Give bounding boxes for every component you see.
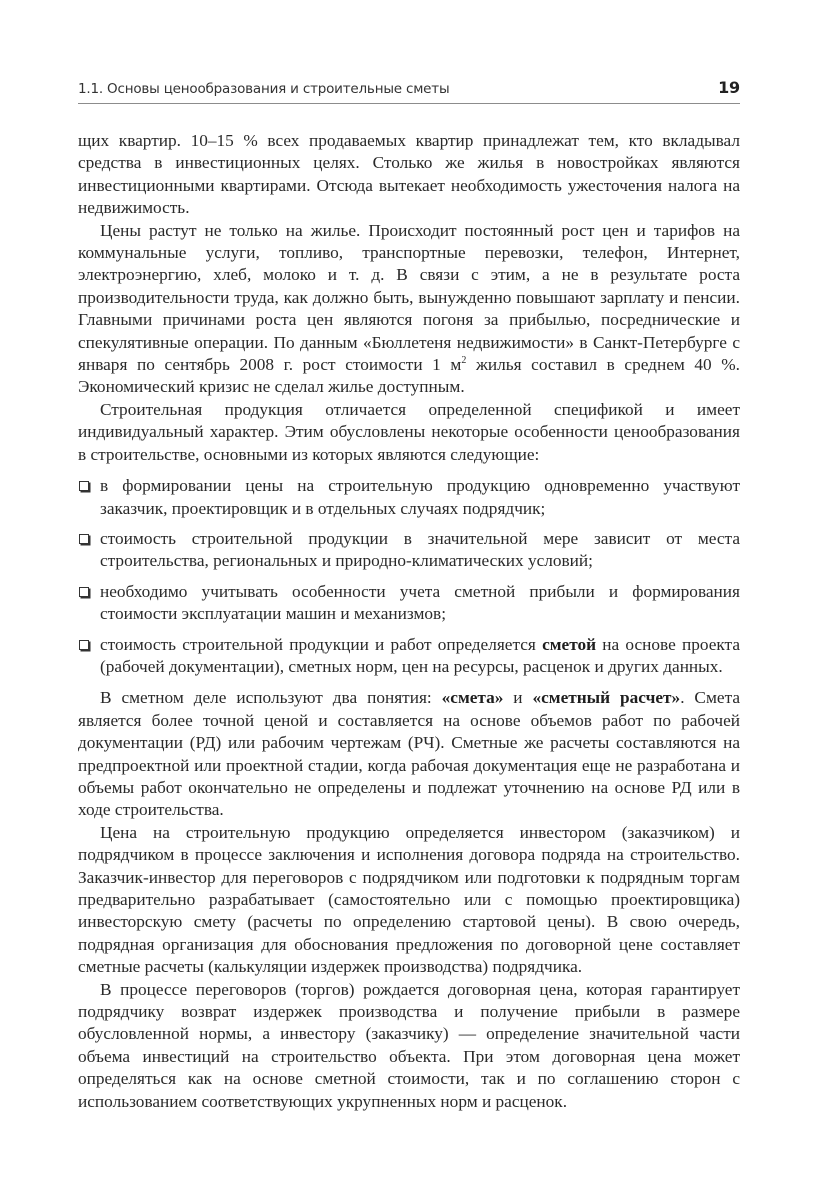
paragraph-construction-specifics: Строительная продукция отличается определенной спецификой и имеет индивидуальный характер. Этим обусловлены некоторые особенности ценообразования в строительстве, основными из которых являются следующие: bbox=[78, 399, 740, 464]
text-run: жилья составил в среднем 40 %. Экономический кризис не сделал жилье доступным. bbox=[78, 355, 741, 397]
list-item-text: стоимость строительной продукции в значительной мере зависит от места строительства, региональных и природно-климатических условий; bbox=[100, 528, 740, 571]
bold-term: «сметный расчет» bbox=[532, 688, 681, 708]
text-run: и bbox=[503, 688, 533, 708]
page-body bbox=[78, 130, 740, 1113]
list-item bbox=[78, 634, 740, 679]
paragraph-estimate-terms bbox=[78, 687, 740, 821]
list-item bbox=[78, 581, 740, 626]
paragraph-price-growth bbox=[78, 220, 740, 399]
list-item-text: необходимо учитывать особенности учета сметной прибыли и формирования стоимости эксплуатации машин и механизмов; bbox=[100, 581, 740, 624]
section-title: 1.1. Основы ценообразования и строительные сметы bbox=[78, 81, 450, 97]
text-run: Цены растут не только на жилье. Происходит постоянный рост цен и тарифов на коммунальные услуги, топливо, транспортные перевозки, телефон, Интернет, электроэнергию, хлеб, молоко и т. д. В связи с этим, а не в результате роста производительности труда, как должно быть, вынужденно повышают зарплату и пенсии. Главными причинами роста цен являются погоня за прибылью, посреднические и спекулятивные операции. По данным «Бюллетеня недвижимости» в Санкт-Петербурге с января по сентябрь 2008 г. рост стоимости 1 м bbox=[78, 220, 740, 375]
checkbox-bullet-icon bbox=[79, 640, 89, 650]
list-item bbox=[78, 528, 740, 573]
checkbox-bullet-icon bbox=[79, 587, 89, 597]
bold-term: «смета» bbox=[441, 688, 504, 708]
text-run: В сметном деле используют два понятия: bbox=[100, 688, 442, 708]
list-item-text: на основе проекта (рабочей документации), сметных норм, цен на ресурсы, расценок и других данных. bbox=[100, 634, 740, 676]
paragraph-negotiation: В процессе переговоров (торгов) рождается договорная цена, которая гарантирует подрядчику возврат издержек производства и получение прибыли в размере обусловленной нормы, а инвестору (заказчику) — определение значительной части объема инвестиций на строительство объекта. При этом договорная цена может определяться как на основе сметной стоимости, так и по соглашению сторон с использованием соответствующих укрупненных норм и расценок. bbox=[78, 979, 740, 1111]
checkbox-bullet-icon bbox=[79, 481, 89, 491]
list-item bbox=[78, 475, 740, 520]
list-item-text: стоимость строительной продукции и работ определяется bbox=[100, 634, 543, 654]
checkbox-bullet-icon bbox=[79, 534, 89, 544]
bold-term: сметой bbox=[542, 634, 597, 654]
running-header bbox=[78, 78, 740, 104]
page-number: 19 bbox=[718, 78, 740, 97]
features-list bbox=[78, 475, 740, 678]
list-item-text: в формировании цены на строительную продукцию одновременно участвуют заказчик, проектировщик и в отдельных случаях подрядчик; bbox=[100, 476, 740, 518]
book-page bbox=[78, 78, 740, 1113]
superscript: 2 bbox=[461, 355, 467, 367]
paragraph-continued: щих квартир. 10–15 % всех продаваемых квартир принадлежат тем, кто вкладывал средства в инвестиционных целях. Столько же жилья в новостройках являются инвестиционными квартирами. Отсюда вытекает необходимость ужесточения налога на недвижимость. bbox=[78, 131, 740, 218]
text-run: . Смета является более точной ценой и составляется на основе объемов работ по рабочей документации (РД) или рабочим чертежам (РЧ). Сметные же расчеты составляются на предпроектной или проектной стадии, когда рабочая документация еще не разработана и объемы работ окончательно не определены и подлежат уточнению на основе РД или в ходе строительства. bbox=[78, 688, 741, 820]
paragraph-price-determination: Цена на строительную продукцию определяется инвестором (заказчиком) и подрядчиком в процессе заключения и исполнения договора подряда на строительство. Заказчик-инвестор для переговоров с подрядчиком или подготовки к подрядным торгам предварительно разрабатывает (самостоятельно или с помощью проектировщика) инвесторскую смету (расчеты по определению стартовой цены). В свою очередь, подрядная организация для обоснования предложения по договорной цене составляет сметные расчеты (калькуляции издержек производства) подрядчика. bbox=[78, 822, 740, 977]
